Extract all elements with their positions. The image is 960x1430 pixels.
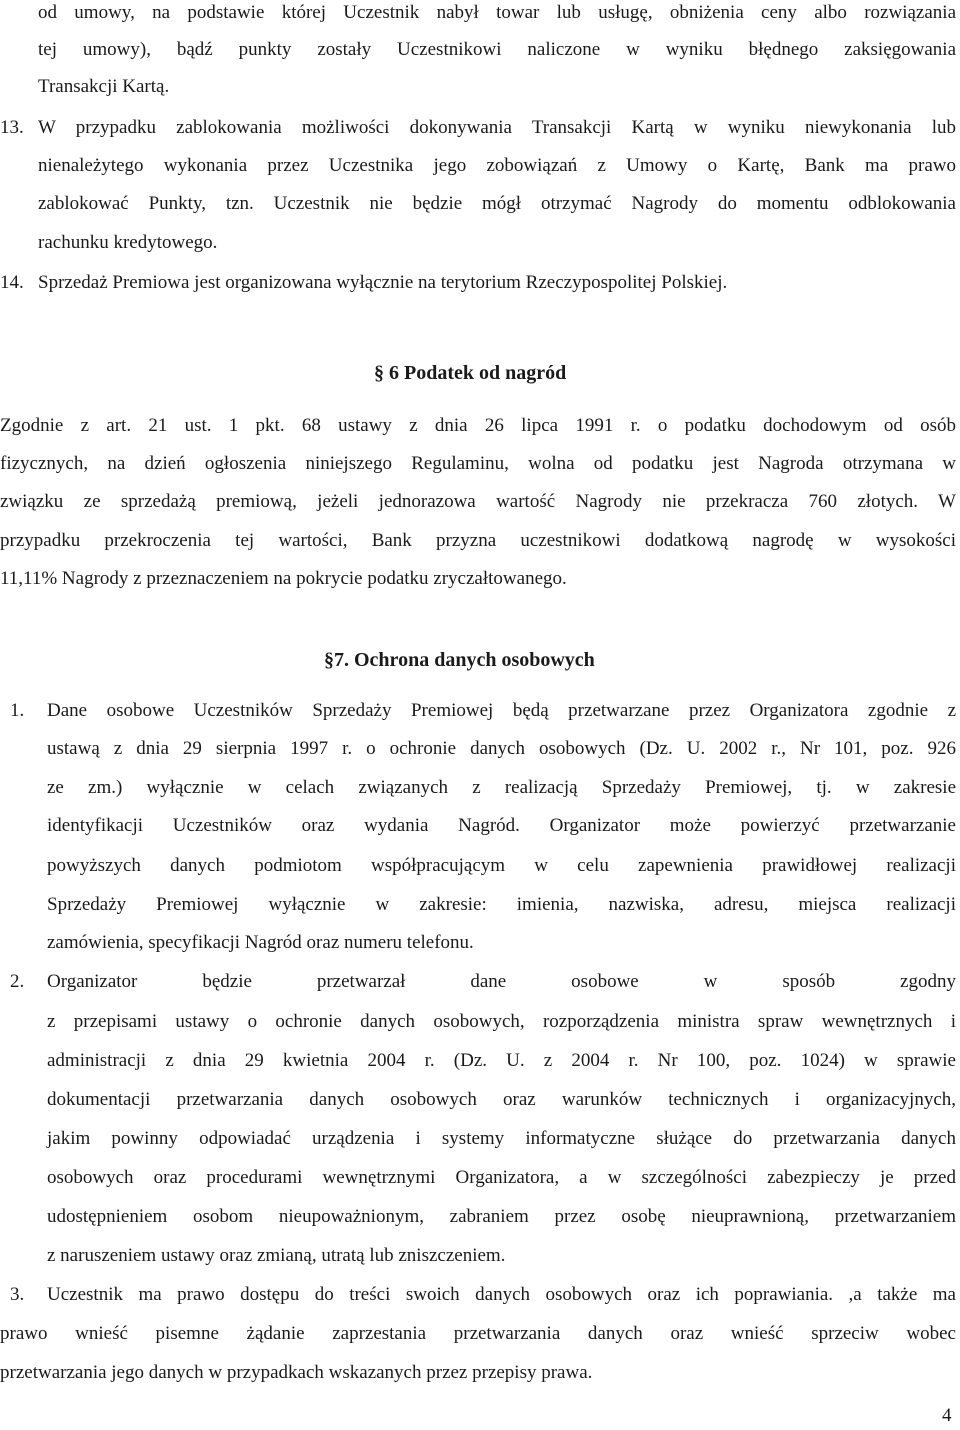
paragraph-line: osobowych oraz procedurami wewnętrznymi Organizatora, a w szczególności zabezpieczy je przed [47,1167,956,1188]
page-number: 4 [942,1405,952,1426]
paragraph-line: identyfikacji Uczestników oraz wydania Nagród. Organizator może powierzyć przetwarzanie [47,815,956,836]
paragraph-line: Zgodnie z art. 21 ust. 1 pkt. 68 ustawy z dnia 26 lipca 1991 r. o podatku dochodowym od osób [0,415,956,436]
paragraph-line: związku ze sprzedażą premiową, jeżeli jednorazowa wartość Nagrody nie przekracza 760 złotych. W [0,491,956,512]
section-symbol: § [374,362,384,384]
paragraph-line: przetwarzania jego danych w przypadkach wskazanych przez przepisy prawa. [0,1362,593,1383]
paragraph-line: dokumentacji przetwarzania danych osobowych oraz warunków technicznych i organizacyjnych, [47,1089,956,1110]
paragraph-line: 11,11% Nagrody z przeznaczeniem na pokrycie podatku zryczałtowanego. [0,568,567,589]
paragraph-line: zablokować Punkty, tzn. Uczestnik nie będzie mógł otrzymać Nagrody do momentu odblokowania [38,193,956,214]
list-number: 3. [10,1284,25,1305]
paragraph-line: Transakcji Kartą. [38,76,170,97]
paragraph-line: tej umowy), bądź punkty zostały Uczestnikowi naliczone w wyniku błędnego zaksięgowania [38,39,956,60]
paragraph-line: nienależytego wykonania przez Uczestnika jego zobowiązań z Umowy o Kartę, Bank ma prawo [38,155,956,176]
paragraph-line: Uczestnik ma prawo dostępu do treści swoich danych osobowych oraz ich poprawiania. ,a także ma [47,1284,956,1305]
paragraph-line: ustawą z dnia 29 sierpnia 1997 r. o ochronie danych osobowych (Dz. U. 2002 r., Nr 101, poz. 926 [47,738,956,759]
paragraph-line: fizycznych, na dzień ogłoszenia niniejszego Regulaminu, wolna od podatku jest Nagroda otrzymana w [0,453,956,474]
section-heading [324,649,595,671]
section-title: 6 Podatek od nagród [389,362,567,384]
paragraph-line: prawo wnieść pisemne żądanie zaprzestania przetwarzania danych oraz wnieść sprzeciw wobec [0,1323,956,1344]
paragraph-line: rachunku kredytowego. [38,232,218,253]
paragraph-line: przypadku przekroczenia tej wartości, Bank przyzna uczestnikowi dodatkową nagrodę w wysokości [0,530,956,551]
list-number: 2. [10,971,25,992]
paragraph-line: Sprzedaż Premiowa jest organizowana wyłącznie na terytorium Rzeczypospolitej Polskiej. [38,272,728,293]
section-title: 7. Ochrona danych osobowych [334,649,595,671]
paragraph-line: W przypadku zablokowania możliwości dokonywania Transakcji Kartą w wyniku niewykonania lub [38,117,956,138]
paragraph-line: z przepisami ustawy o ochronie danych osobowych, rozporządzenia ministra spraw wewnętrznych i [47,1011,956,1032]
list-number: 13. [0,117,24,138]
list-number: 14. [0,272,24,293]
paragraph-line: administracji z dnia 29 kwietnia 2004 r. (Dz. U. z 2004 r. Nr 100, poz. 1024) w sprawie [47,1050,956,1071]
paragraph-line: od umowy, na podstawie której Uczestnik nabył towar lub usługę, obniżenia ceny albo rozwiązania [38,2,956,23]
paragraph-line: Organizator będzie przetwarzał dane osobowe w sposób zgodny [47,971,956,992]
paragraph-line: z naruszeniem ustawy oraz zmianą, utratą lub zniszczeniem. [47,1245,506,1266]
paragraph-line: jakim powinny odpowiadać urządzenia i systemy informatyczne służące do przetwarzania danych [47,1128,956,1149]
list-number: 1. [10,700,25,721]
paragraph-line: zamówienia, specyfikacji Nagród oraz numeru telefonu. [47,932,474,953]
paragraph-line: powyższych danych podmiotom współpracującym w celu zapewnienia prawidłowej realizacji [47,855,956,876]
paragraph-line: udostępnieniem osobom nieupoważnionym, zabraniem przez osobę nieuprawnioną, przetwarzaniem [47,1206,956,1227]
section-heading [374,362,566,384]
section-symbol: § [324,649,334,671]
paragraph-line: Dane osobowe Uczestników Sprzedaży Premiowej będą przetwarzane przez Organizatora zgodnie z [47,700,956,721]
paragraph-line: Sprzedaży Premiowej wyłącznie w zakresie: imienia, nazwiska, adresu, miejsca realizacji [47,894,956,915]
paragraph-line: ze zm.) wyłącznie w celach związanych z realizacją Sprzedaży Premiowej, tj. w zakresie [47,777,956,798]
